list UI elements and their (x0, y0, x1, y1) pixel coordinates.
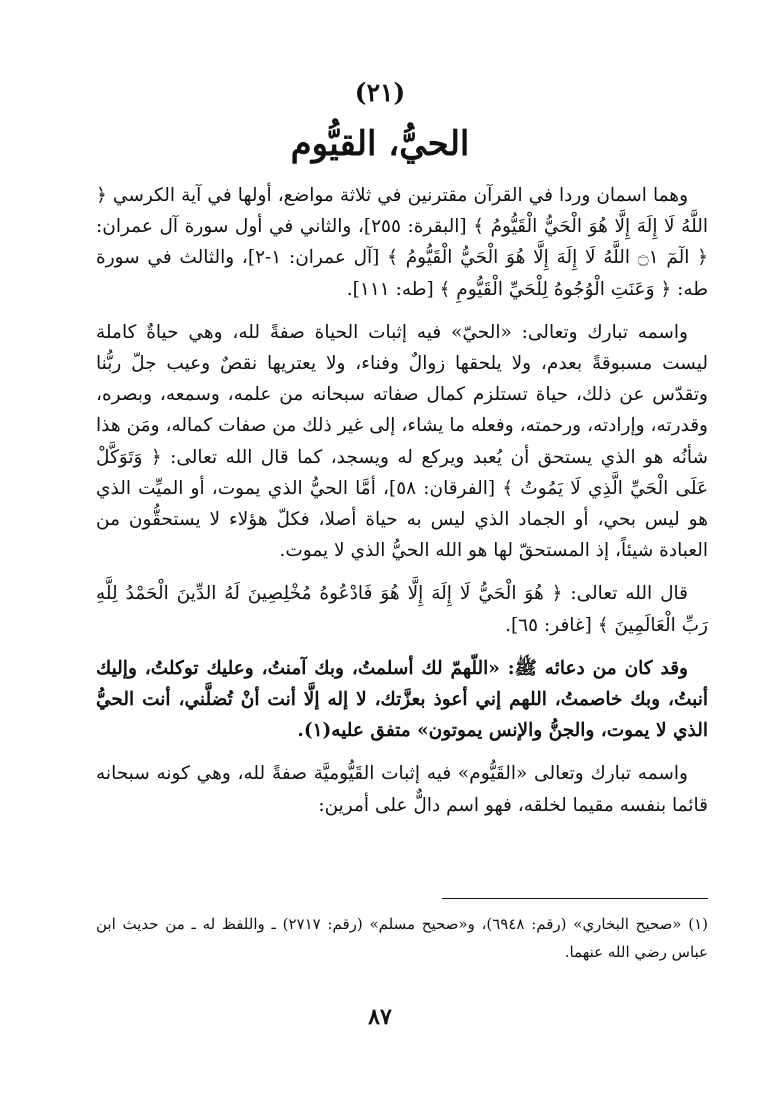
paragraph-intro: وهما اسمان وردا في القرآن مقترنين في ثلاثة مواضع، أولها في آية الكرسي ﴿ اللَّهُ لَا إِلَهَ إِلَّا هُوَ الْحَيُّ الْقَيُّومُ ﴾ [البقرة: ٢٥٥]، والثاني في أول سورة آل عمران: ﴿ الٓمٓ ۝١ اللَّهُ لَا إِلَهَ إِلَّا هُوَ الْحَيُّ الْقَيُّومُ ﴾ [آل عمران: ١-٢]، والثالث في سورة طه: ﴿ وَعَنَتِ الْوُجُوهُ لِلْحَيِّ الْقَيُّومِ ﴾ [طه: ١١١]. (96, 185, 708, 300)
main-text (96, 180, 708, 833)
page-number: ٨٧ (368, 1004, 392, 1030)
page-title: الحيُّ، القيُّوم (290, 124, 470, 164)
paragraph-ghafir-verse: قال الله تعالى: ﴿ هُوَ الْحَيُّ لَا إِلَهَ إِلَّا هُوَ فَادْعُوهُ مُخْلِصِينَ لَهُ الدِّينَ الْحَمْدُ لِلَّهِ رَبِّ الْعَالَمِينَ ﴾ [غافر: ٦٥]. (96, 583, 708, 636)
paragraph-al-hayy: واسمه تبارك وتعالى: «الحيّ» فيه إثبات الحياة صفةً لله، وهي حياةٌ كاملة ليست مسبوقةً بعدم، ولا يلحقها زوالٌ وفناء، ولا يعتريها نقصٌ وعيب جلّ ربُّنا وتقدّس عن ذلك، حياة تستلزم كمال صفاته سبحانه من علمه، وسمعه، وبصره، وقدرته، وإرادته، ورحمته، وفعله ما يشاء، إلى غير ذلك من صفات كماله، ومَن هذا شأنُه هو الذي يستحق أن يُعبد ويركع له ويسجد، كما قال الله تعالى: ﴿ وَتَوَكَّلْ عَلَى الْحَيِّ الَّذِي لَا يَمُوتُ ﴾ [الفرقان: ٥٨]، أمَّا الحيُّ الذي يموت، أو الميِّت الذي هو ليس بحي، أو الجماد الذي ليس به حياة أصلا، فكلّ هؤلاء لا يستحقُّون من العبادة شيئاً، إذ المستحقّ لها هو الله الحيُّ الذي لا يموت. (96, 321, 708, 562)
paragraph-al-qayyum: واسمه تبارك وتعالى «القَيُّوم» فيه إثبات القَيُّوميَّة صفةً لله، وهي كونه سبحانه قائما بنفسه مقيما لخلقه، فهو اسم دالٌّ على أمرين: (96, 763, 708, 816)
paragraph-dua: وقد كان من دعائه ﷺ: «اللّهمّ لك أسلمتُ، وبك آمنتُ، وعليك توكلتُ، وإليك أنبتُ، وبك خاصمتُ، اللهم إني أعوذ بعزَّتك، لا إله إلَّا أنت أنْ تُضلَّني، أنت الحيُّ الذي لا يموت، والجنُّ والإنس يموتون» متفق عليه(١). (96, 657, 708, 742)
footnote (96, 910, 708, 966)
chapter-number: (٢١) (354, 78, 406, 107)
footnote-text: (١) «صحيح البخاري» (رقم: ٦٩٤٨)، و«صحيح مسلم» (رقم: ٢٧١٧) ـ واللفظ له ـ من حديث ابن عباس رضي الله عنهما. (96, 915, 708, 961)
footnote-divider (442, 898, 708, 899)
